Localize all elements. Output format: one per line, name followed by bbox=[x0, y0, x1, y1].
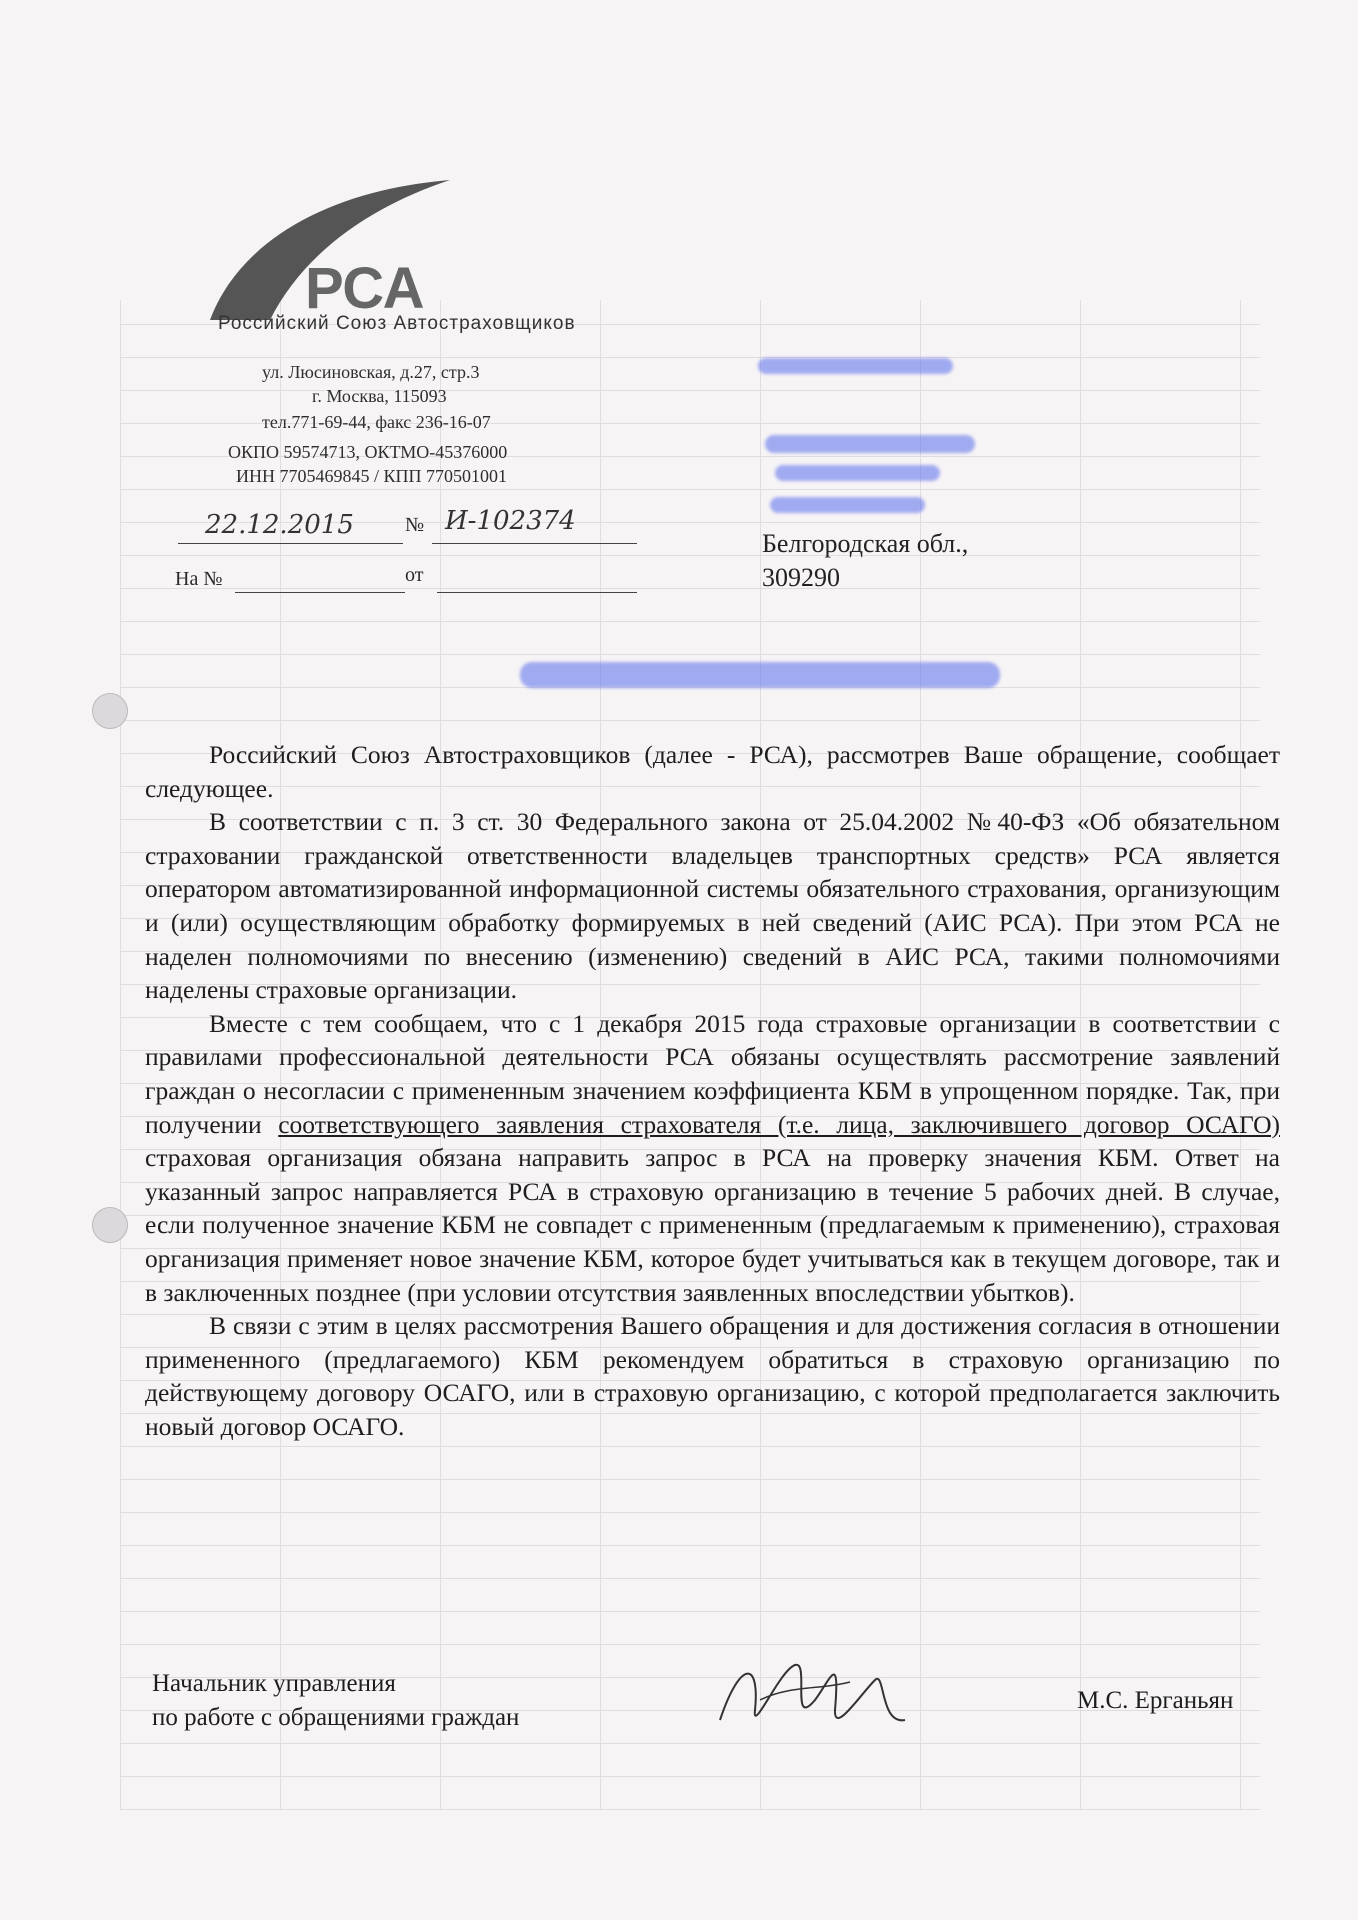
address-line1: ул. Люсиновская, д.27, стр.3 bbox=[262, 362, 480, 382]
ref-number-label: На № bbox=[175, 568, 223, 590]
phone-fax: тел.771-69-44, факс 236-16-07 bbox=[262, 412, 491, 432]
paragraph-3-part-a: Вместе с тем сообщаем, что с 1 декабря 2015 года страховые организации в соответствии с правилами профессиональной деятельности РСА обязаны осуществлять рассмотрение заявлений граждан о несогласии с примененным значением коэффициента КБМ в упрощенном порядке. Так, при получении bbox=[145, 1008, 1280, 1139]
logo-text: РСА bbox=[305, 256, 425, 321]
handwritten-number: И-102374 bbox=[445, 506, 576, 536]
redacted-salutation bbox=[520, 662, 1000, 688]
address-line2: г. Москва, 115093 bbox=[312, 386, 447, 406]
paragraph-4: В связи с этим в целях рассмотрения Вашего обращения и для достижения согласия в отношении примененного (предлагаемого) КБМ рекомендуем обратиться в страховую организацию по действующему договору ОСАГО, или в страховую организацию, с которой предполагается заключить новый договор ОСАГО. bbox=[145, 1311, 1280, 1441]
redacted-recipient-name bbox=[758, 358, 953, 374]
paragraph-1: Российский Союз Автостраховщиков (далее - РСА), рассмотрев Ваше обращение, сообщает следующее. bbox=[145, 740, 1280, 803]
redacted-address-3 bbox=[770, 497, 925, 513]
recipient-postcode: 309290 bbox=[762, 563, 840, 592]
recipient-block bbox=[762, 527, 968, 595]
redacted-address-2 bbox=[775, 465, 940, 481]
ref-number-line bbox=[235, 592, 405, 593]
letter-body bbox=[145, 738, 1280, 1443]
okpo: ОКПО 59574713, ОКТМО-45376000 bbox=[228, 442, 508, 462]
handwritten-signature bbox=[700, 1640, 920, 1750]
position-line2: по работе с обращениями граждан bbox=[152, 1704, 520, 1731]
punch-hole-bottom bbox=[92, 1207, 128, 1243]
handwritten-date: 22.12.2015 bbox=[205, 510, 354, 540]
ref-from-line bbox=[437, 592, 637, 593]
signatory-name: М.С. Ерганьян bbox=[1077, 1687, 1234, 1714]
signatory-position bbox=[152, 1667, 519, 1735]
ref-from-label: от bbox=[405, 564, 424, 586]
redacted-address-1 bbox=[765, 435, 975, 453]
paragraph-3-part-b: страховая организация обязана направить запрос в РСА на проверку значения КБМ. Ответ на указанный запрос направляется РСА в страховую организацию в течение 5 рабочих дней. В случае, если полученное значение КБМ не совпадет с примененным (предлагаемым к применению), страховая организация применяет новое значение КБМ, которое будет учитываться как в текущем договоре, так и в заключенных позднее (при условии отсутствия заявленных впоследствии убытков). bbox=[145, 1143, 1280, 1307]
org-name: Российский Союз Автостраховщиков bbox=[218, 313, 576, 334]
inn-kpp: ИНН 7705469845 / КПП 770501001 bbox=[236, 466, 508, 486]
number-line bbox=[432, 543, 637, 544]
position-line1: Начальник управления bbox=[152, 1670, 396, 1697]
number-sign: № bbox=[405, 514, 425, 536]
punch-hole-top bbox=[92, 693, 128, 729]
paragraph-3-underlined: соответствующего заявления страхователя (т.е. лица, заключившего договор ОСАГО) bbox=[278, 1109, 1280, 1139]
date-line bbox=[178, 543, 403, 544]
paragraph-3 bbox=[145, 1007, 1280, 1309]
recipient-region: Белгородская обл., bbox=[762, 529, 969, 558]
paragraph-2: В соответствии с п. 3 ст. 30 Федерального закона от 25.04.2002 №40-ФЗ «Об обязательном страховании гражданской ответственности владельцев транспортных средств» РСА является оператором автоматизированной информационной системы обязательного страхования, организующим и (или) осуществляющим обработку формируемых в ней сведений (АИС РСА). При этом РСА не наделен полномочиями по внесению (изменению) сведений в АИС РСА, такими полномочиями наделены страховые организации. bbox=[145, 807, 1280, 1005]
rsa-logo bbox=[210, 180, 610, 330]
